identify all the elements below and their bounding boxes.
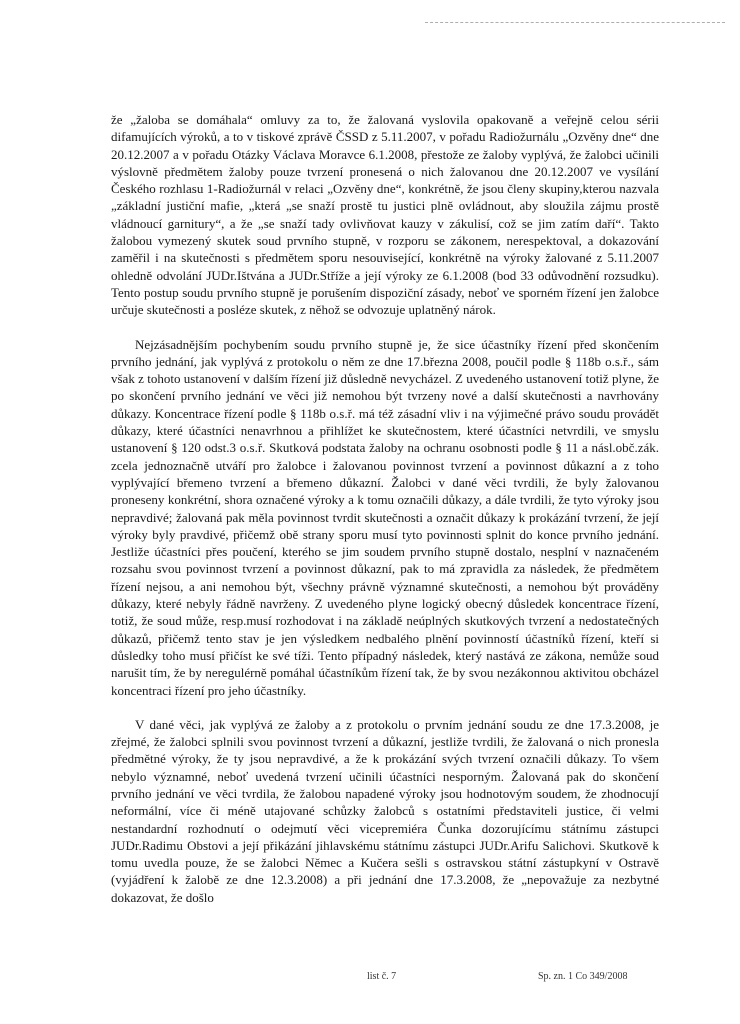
document-body	[111, 111, 659, 906]
scan-edge-mark	[425, 22, 725, 23]
paragraph-2: Nejzásadnějším pochybením soudu prvního stupně je, že sice účastníky řízení před skončením prvního jednání, jak vyplývá z protokolu o něm ze dne 17.března 2008, poučil podle § 118b o.s.ř., sám však z tohoto ustanovení v dalším řízení již důsledně nevycházel. Z uvedeného ustanovení totiž plyne, že po skončení prvního jednání ve věci již nemohou být tvrzeny nové a další skutečnosti a navrhovány důkazy. Koncentrace řízení podle § 118b o.s.ř. má též zásadní vliv i na výjimečné právo soudu provádět důkazy, které účastníci nenavrhnou a přihlížet ke skutečnostem, které účastníci netvrdili, ve smyslu ustanovení § 120 odst.3 o.s.ř. Skutková podstata žaloby na ochranu osobnosti podle § 11 a násl.obč.zák. zcela jednoznačně utváří pro žalobce i žalovanou povinnost tvrzení a povinnost důkazní a z toho vyplývající břemeno tvrzení a břemeno důkazní. Žalobci v dané věci tvrdili, že byly žalovanou proneseny konkrétní, shora označené výroky a k tomu označili důkazy, a dále tvrdili, že tyto výroky jsou nepravdivé; žalovaná pak měla povinnost tvrdit skutečnosti a označit důkazy k prokázání tvrzení, že její výroky byly pravdivé, přičemž obě strany sporu musí tyto povinnosti splnit do konce prvního jednání. Jestliže účastníci přes poučení, kterého se jim soudem prvního stupně dostalo, nesplní v naznačeném rozsahu svou povinnost tvrzení a povinnost důkazní, pak to má zpravidla za následek, že předmětem řízení nejsou, a ani nemohou být, všechny právně významné skutečnosti, a nemohou být prováděny důkazy, které nebyly řádně navrženy. Z uvedeného plyne logický obecný důsledek koncentrace řízení, totiž, že soud může, resp.musí rozhodovat i na základě neúplných skutkových tvrzení a nedostatečných důkazů, přičemž tento stav je jen výsledkem nedbalého plnění povinností účastníků řízení, kteří si důsledky toho musí přičíst ke své tíži. Tento případný následek, který nastává ze zákona, nemůže soud narušit tím, že by neregulérně pomáhal účastníkům řízení tak, že by svou nezákonnou aktivitou obcházel koncentraci řízení pro jeho účastníky.	[111, 336, 659, 698]
paragraph-3: V dané věci, jak vyplývá ze žaloby a z protokolu o prvním jednání soudu ze dne 17.3.2008, je zřejmé, že žalobci splnili svou povinnost tvrzení a důkazní, jestliže tvrdili, že žalovaná o nich pronesla předmětné výroky, že ty jsou nepravdivé, a že k prokázání svých tvrzení označili důkazy. To všem nebylo významné, neboť uvedená tvrzení učinili účastníci nesporným. Žalovaná pak do skončení prvního jednání ve věci tvrdila, že žalobou napadené výroky jsou hodnotovým soudem, že zhodnocují neformální, více či méně utajované schůzky žalobců s ostatními představiteli justice, či velmi nestandardní rozhodnutí o odejmutí věci vicepremiéra Čunka dozorujícímu státnímu zástupci JUDr.Radimu Obstovi a její přikázání jihlavskému státnímu zástupci JUDr.Arifu Salichovi. Skutkově k tomu uvedla pouze, že se žalobci Němec a Kučera sešli s ostravskou státní zástupkyní v Ostravě (vyjádření k žalobě ze dne 12.3.2008) a při jednání dne 17.3.2008, že „nepovažuje za nezbytné dokazovat, že došlo	[111, 716, 659, 905]
paragraph-1: že „žaloba se domáhala“ omluvy za to, že žalovaná vyslovila opakovaně a veřejně celou sérii difamujících výroků, a to v tiskové zprávě ČSSD z 5.11.2007, v pořadu Radiožurnálu „Ozvěny dne“ dne 20.12.2007 a v pořadu Otázky Václava Moravce 6.1.2008, přestože ze žaloby vyplývá, že žalobci učinili výslovně předmětem žaloby pouze tvrzení pronesená o nich žalovanou dne 20.12.2007 ve vysílání Českého rozhlasu 1-Radiožurnál v relaci „Ozvěny dne“, konkrétně, že jsou členy skupiny,kterou nazvala „základní justiční mafie, „která „se snaží prostě tu justici plně ovládnout, aby sloužila zájmu prostě vládnoucí garnitury“, a že „se snaží tady ovlivňovat kauzy v zákulisí, což se jim zatím daří“. Takto žalobou vymezený skutek soud prvního stupně, v rozporu se zákonem, nerespektoval, a dokazování zaměřil i na skutečnosti s předmětem sporu nesouvisející, konkrétně na výroky žalované z 5.11.2007 ohledně odvolání JUDr.Ištvána a JUDr.Stříže a její výroky ze 6.1.2008 (bod 33 odůvodnění rozsudku). Tento postup soudu prvního stupně je porušením dispoziční zásady, neboť ve sporném řízení jen žalobce určuje skutečnosti a posléze skutek, z něhož se odvozuje uplatněný nárok.	[111, 112, 659, 318]
sheet-number: list č. 7	[367, 971, 397, 982]
file-number: Sp. zn. 1 Co 349/2008	[538, 971, 628, 982]
